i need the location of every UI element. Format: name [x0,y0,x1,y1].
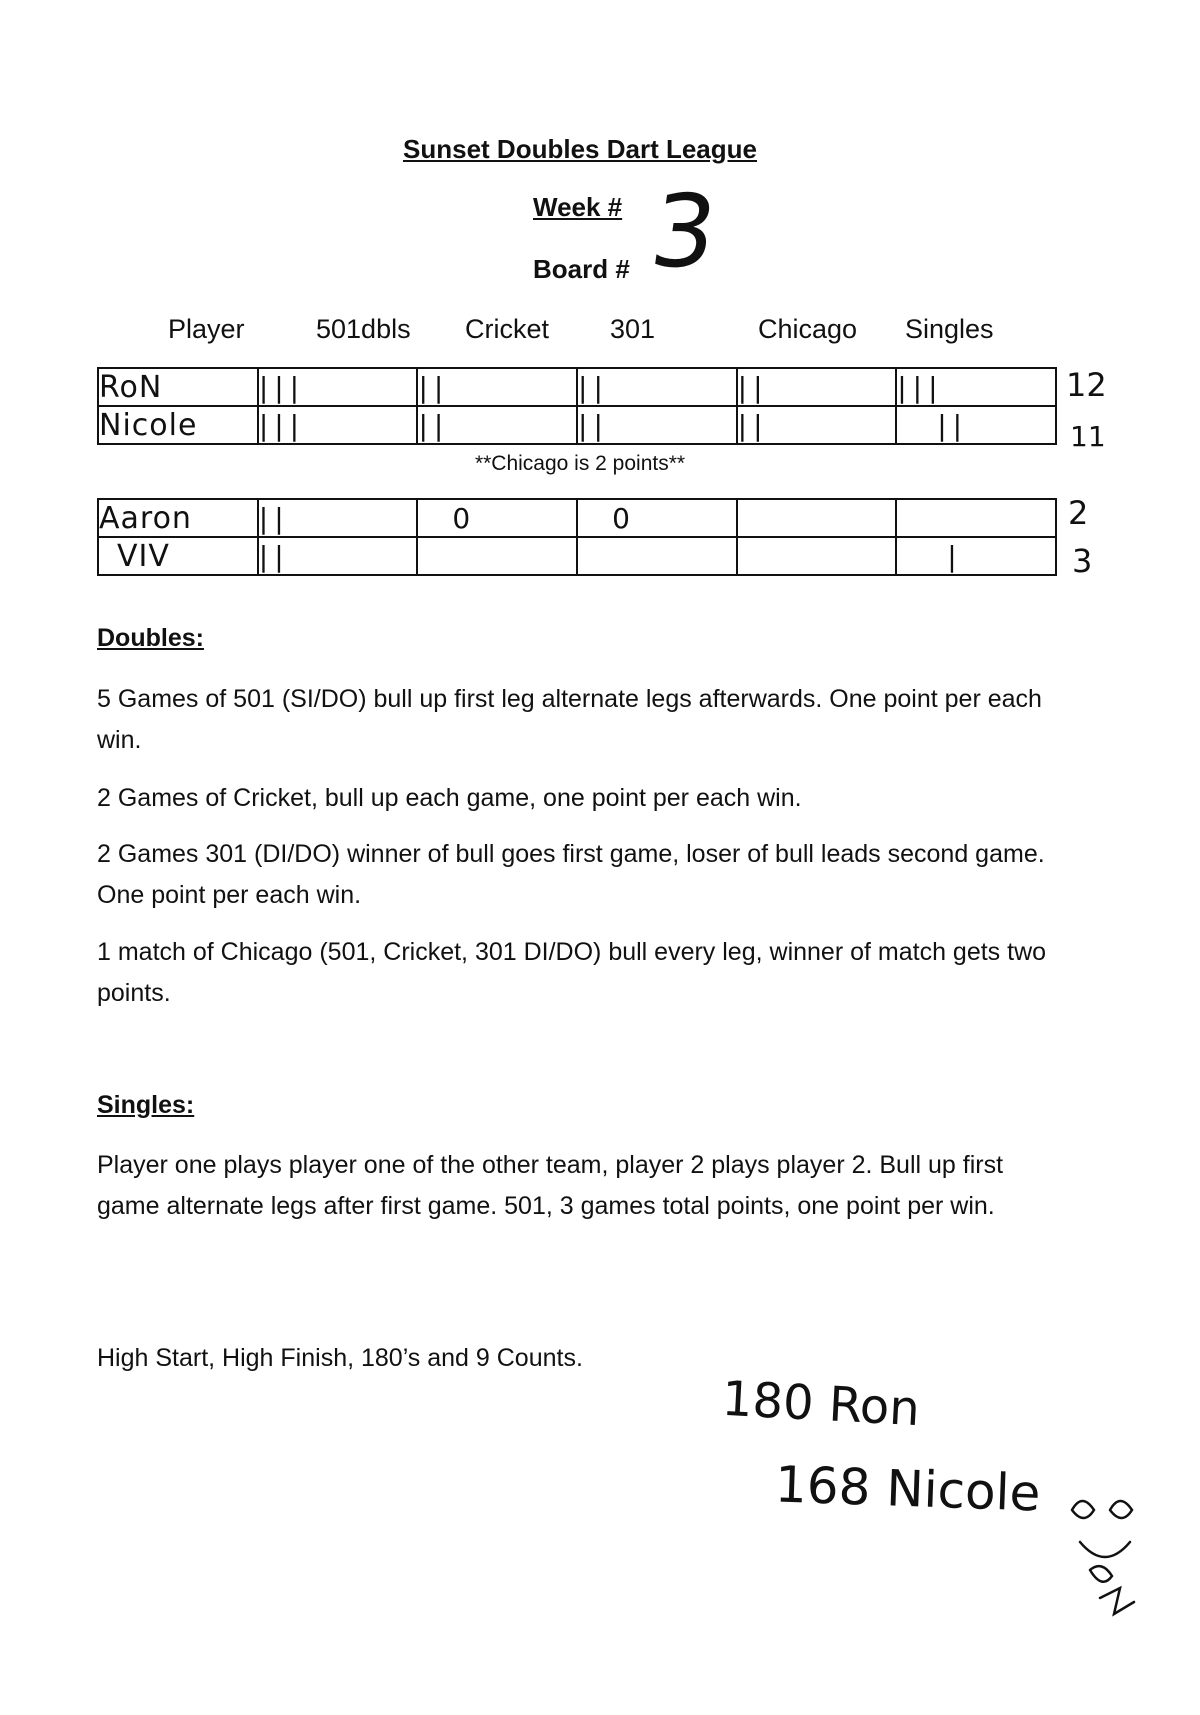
team1-total-row2: 11 [1070,420,1106,453]
table-row [98,499,1056,537]
week-number-handwritten: 3 [643,173,724,290]
score-chicago: || [737,368,897,406]
score-301: 0 [577,499,737,537]
score-singles: ||| [896,368,1056,406]
handwritten-scribble-icon [1060,1480,1160,1640]
chicago-points-note: **Chicago is 2 points** [474,452,686,475]
singles-heading: Singles: [97,1091,195,1119]
score-cricket: || [417,406,577,444]
doubles-rule-chicago: 1 match of Chicago (501, Cricket, 301 DI/DO) bull every leg, winner of match gets two points. [97,938,1047,1007]
score-chicago [737,499,897,537]
score-singles: || [896,406,1056,444]
player-name: RoN [98,368,258,406]
handwritten-note-168: 168 Nicole [774,1455,1042,1523]
week-label: Week # [533,192,623,222]
doubles-heading: Doubles: [97,624,204,652]
doubles-rule-501: 5 Games of 501 (SI/DO) bull up first leg alternate legs afterwards. One point per each win. [97,685,1042,754]
column-header-singles: Singles [905,314,994,344]
score-chicago: || [737,406,897,444]
team1-score-table [97,367,1057,445]
score-501dbls: || [258,537,418,575]
score-singles [896,499,1056,537]
score-501dbls: ||| [258,406,418,444]
column-header-301: 301 [610,314,656,344]
player-name: VIV [98,537,258,575]
score-cricket [417,537,577,575]
score-301 [577,537,737,575]
column-header-501dbls: 501dbls [316,314,411,344]
table-row [98,406,1056,444]
doubles-rule-301: 2 Games 301 (DI/DO) winner of bull goes first game, loser of bull leads second game. One point per each win. [97,840,1045,909]
table-row [98,368,1056,406]
score-chicago [737,537,897,575]
team2-total-row1: 2 [1068,494,1089,532]
player-name: Nicole [98,406,258,444]
league-title: Sunset Doubles Dart League [403,134,757,164]
team2-score-table [97,498,1057,576]
column-header-player: Player [168,314,245,344]
singles-rule: Player one plays player one of the other team, player 2 plays player 2. Bull up first game alternate legs after first game. 501, 3 games total points, one point per win. [97,1151,1004,1220]
score-cricket: || [417,368,577,406]
score-301: || [577,406,737,444]
team1-total-row1: 12 [1066,366,1107,404]
score-501dbls: || [258,499,418,537]
player-name: Aaron [98,499,258,537]
table-row [98,537,1056,575]
doubles-rule-cricket: 2 Games of Cricket, bull up each game, one point per each win. [97,784,802,812]
score-cricket: 0 [417,499,577,537]
handwritten-note-180: 180 Ron [720,1370,922,1438]
column-header-cricket: Cricket [465,314,550,344]
team2-total-row2: 3 [1072,542,1093,580]
high-scores-line: High Start, High Finish, 180’s and 9 Counts. [97,1344,583,1372]
score-501dbls: ||| [258,368,418,406]
board-label: Board # [533,254,630,284]
score-singles: | [896,537,1056,575]
column-header-chicago: Chicago [758,314,858,344]
score-301: || [577,368,737,406]
